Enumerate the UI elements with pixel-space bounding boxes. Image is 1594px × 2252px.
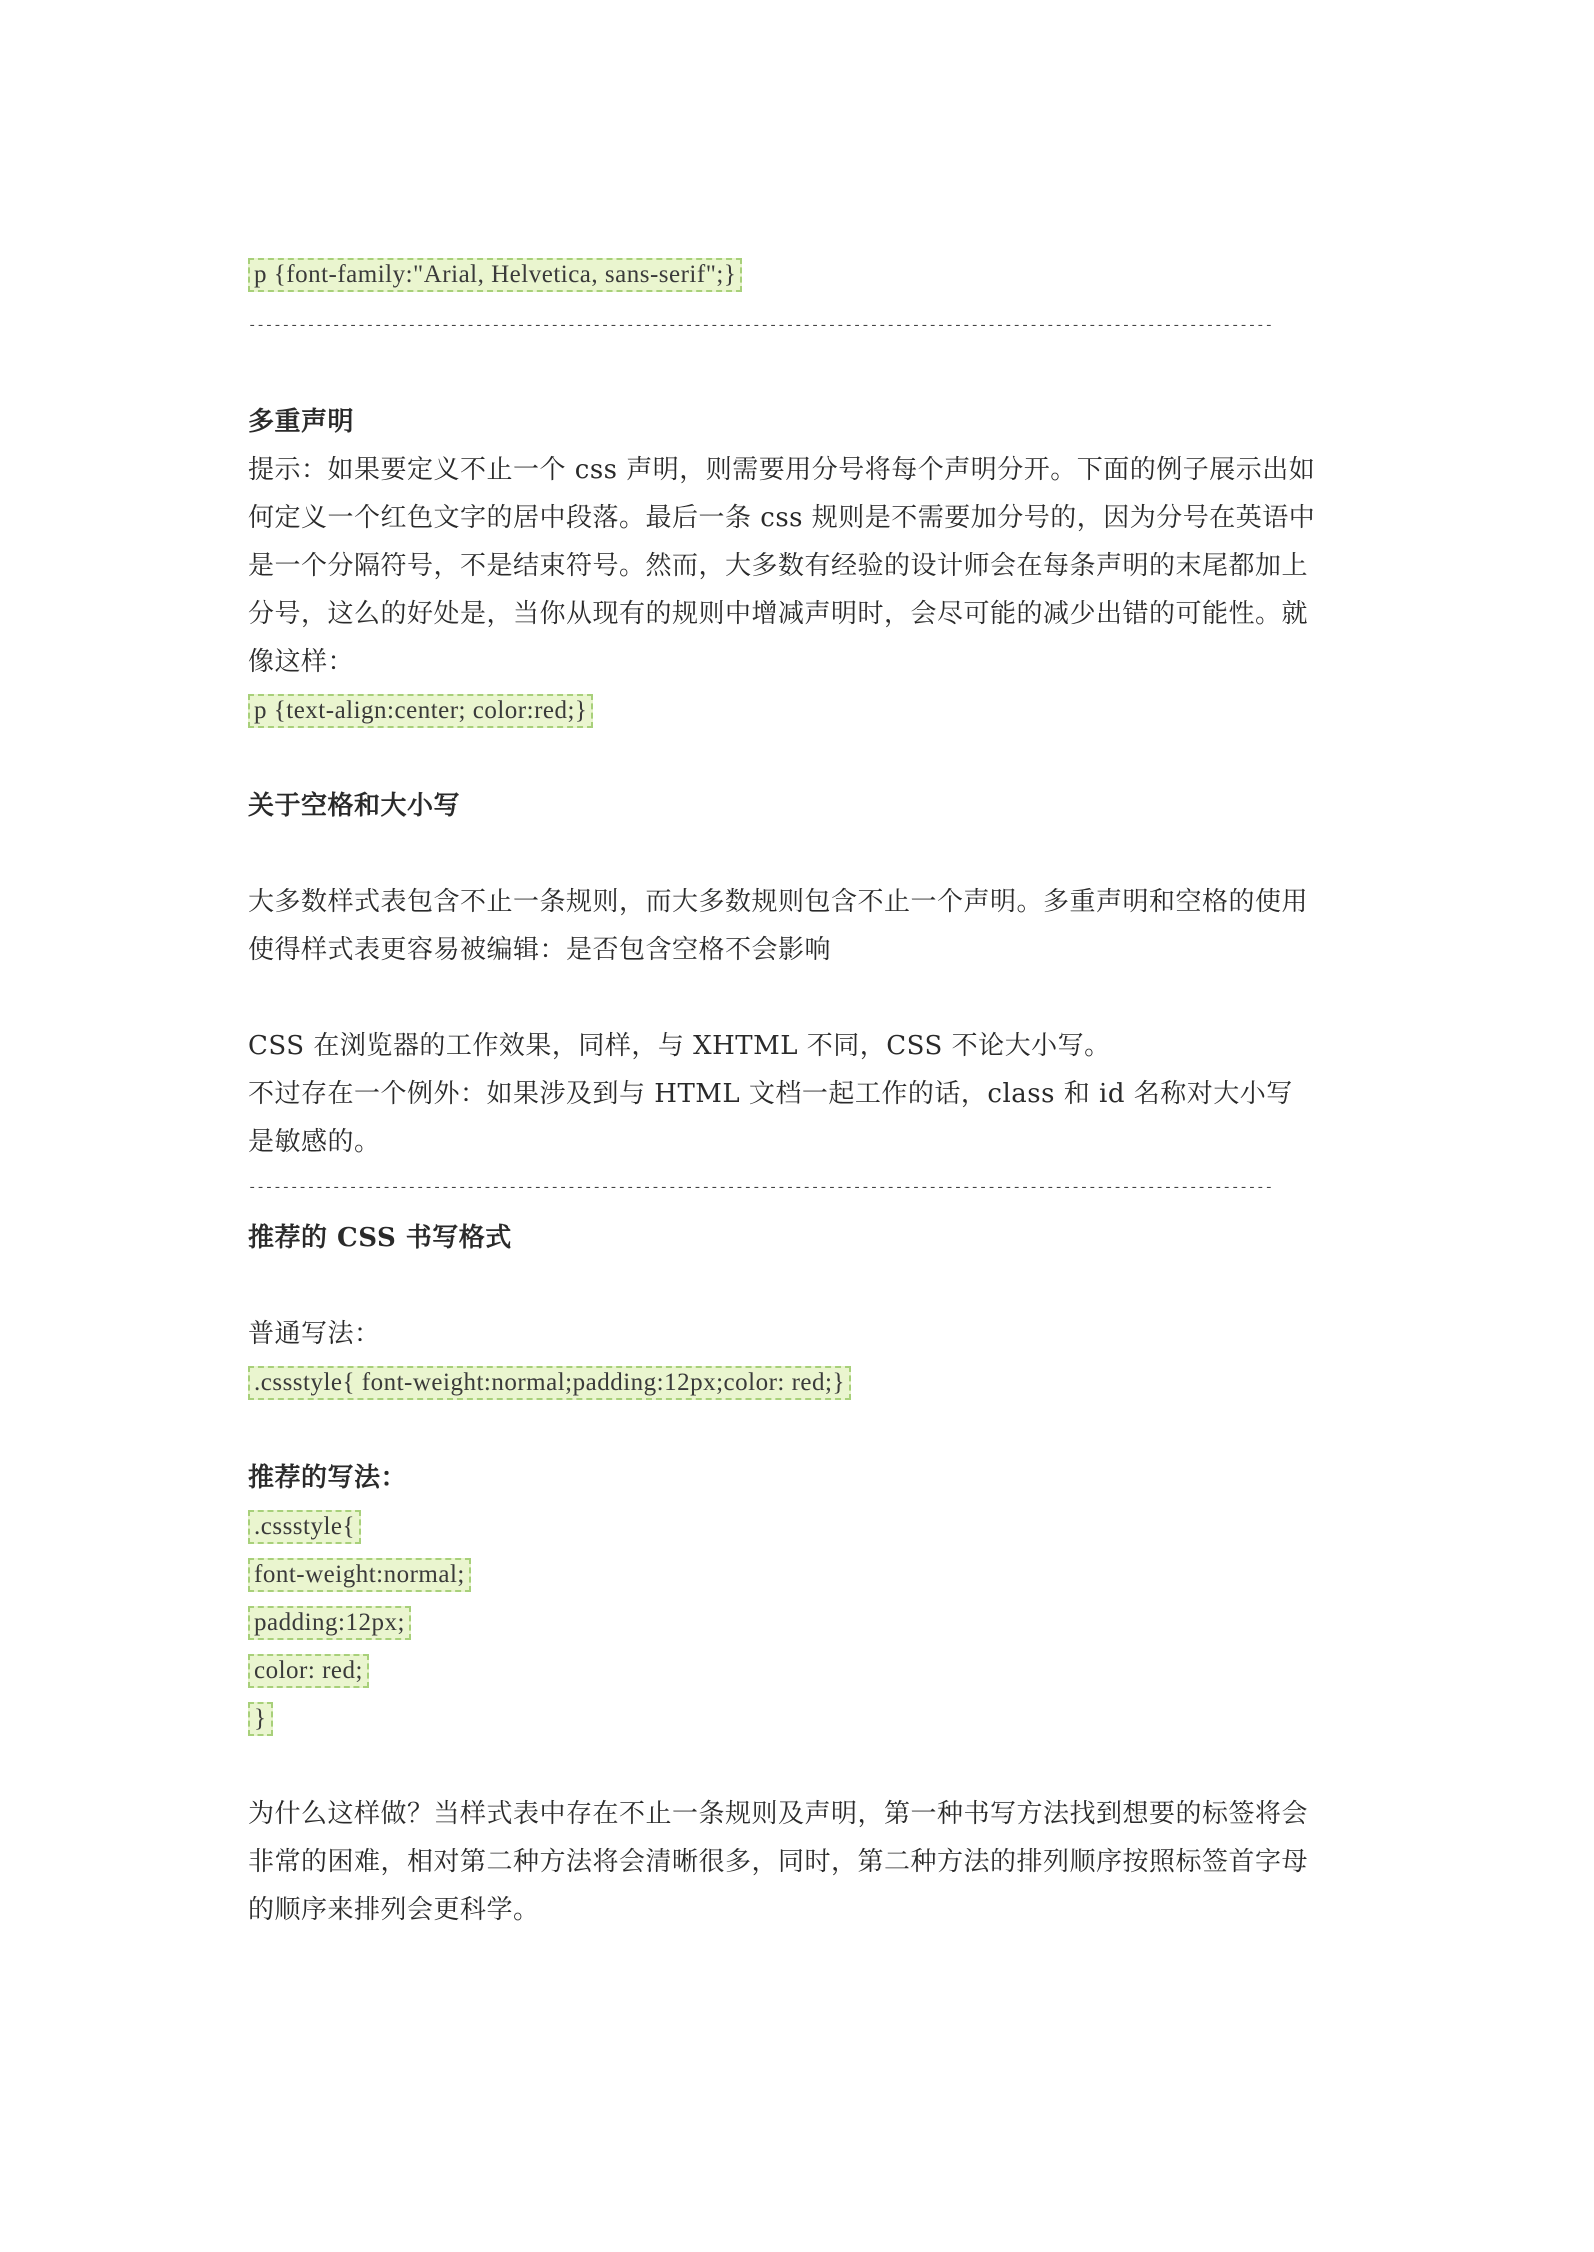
paragraph-line: 像这样： — [248, 647, 355, 677]
code-line-recommended — [248, 1700, 273, 1736]
code-snippet: .cssstyle{ font-weight:normal;padding:12px;color: red;} — [248, 1366, 851, 1400]
code-line-recommended — [248, 1508, 361, 1544]
normal-style-label: 普通写法： — [248, 1319, 381, 1349]
code-line-normal-style — [248, 1364, 851, 1400]
paragraph-line: 非常的困难，相对第二种方法将会清晰很多，同时，第二种方法的排列顺序按照标签首字母 — [248, 1847, 1309, 1877]
paragraph-line: 提示：如果要定义不止一个 css 声明，则需要用分号将每个声明分开。下面的例子展示出如 — [248, 455, 1316, 485]
code-snippet: font-weight:normal; — [248, 1558, 471, 1592]
paragraph-line: 不过存在一个例外：如果涉及到与 HTML 文档一起工作的话，class 和 id 名称对大小写 — [248, 1079, 1293, 1109]
paragraph-line: CSS 在浏览器的工作效果，同样，与 XHTML 不同，CSS 不论大小写。 — [248, 1031, 1111, 1061]
code-snippet: color: red; — [248, 1654, 369, 1688]
code-snippet: } — [248, 1702, 273, 1736]
code-snippet: p {font-family:"Arial, Helvetica, sans-serif";} — [248, 258, 742, 292]
paragraph-line: 是敏感的。 — [248, 1127, 381, 1157]
paragraph-line: 是一个分隔符号，不是结束符号。然而，大多数有经验的设计师会在每条声明的末尾都加上 — [248, 551, 1309, 581]
code-line-text-align — [248, 692, 593, 728]
code-line-font-family — [248, 256, 742, 292]
code-snippet: .cssstyle{ — [248, 1510, 361, 1544]
code-line-recommended — [248, 1556, 471, 1592]
code-line-recommended — [248, 1604, 411, 1640]
paragraph-line: 分号，这么的好处是，当你从现有的规则中增减声明时，会尽可能的减少出错的可能性。就 — [248, 599, 1309, 629]
section-heading-multiple-declarations: 多重声明 — [248, 407, 355, 437]
section-heading-whitespace-case: 关于空格和大小写 — [248, 791, 461, 821]
paragraph-line: 使得样式表更容易被编辑：是否包含空格不会影响 — [248, 935, 832, 965]
section-heading-recommended-format: 推荐的 CSS 书写格式 — [248, 1223, 512, 1253]
code-snippet: padding:12px; — [248, 1606, 411, 1640]
code-line-recommended — [248, 1652, 369, 1688]
recommended-style-label: 推荐的写法： — [248, 1463, 408, 1493]
divider-line: -------------------------------------------------------------------------------------------------------------------------- — [248, 1180, 1273, 1196]
paragraph-line: 为什么这样做？当样式表中存在不止一条规则及声明，第一种书写方法找到想要的标签将会 — [248, 1799, 1309, 1829]
document-page — [248, 0, 1360, 2252]
paragraph-line: 的顺序来排列会更科学。 — [248, 1895, 540, 1925]
paragraph-line: 大多数样式表包含不止一条规则，而大多数规则包含不止一个声明。多重声明和空格的使用 — [248, 887, 1309, 917]
code-snippet: p {text-align:center; color:red;} — [248, 694, 593, 728]
paragraph-line: 何定义一个红色文字的居中段落。最后一条 css 规则是不需要加分号的，因为分号在英语中 — [248, 503, 1316, 533]
divider-line: -------------------------------------------------------------------------------------------------------------------------- — [248, 318, 1273, 334]
